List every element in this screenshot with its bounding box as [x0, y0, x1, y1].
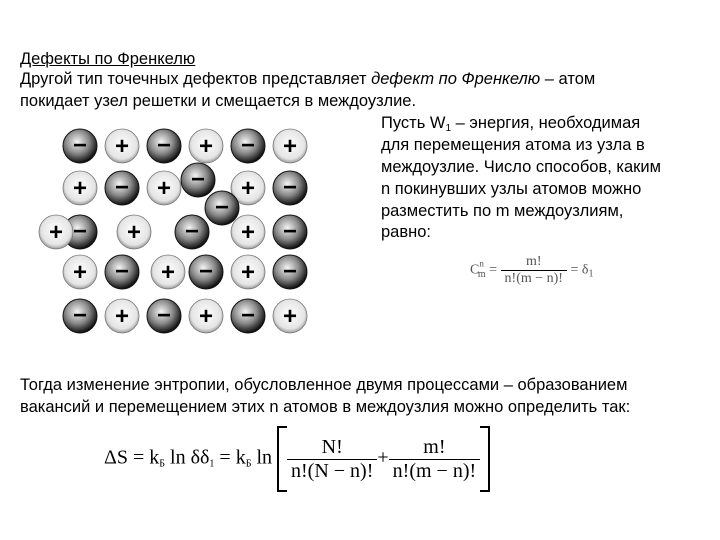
intro-line-2: покидает узел решетки и смещается в междоузлие.: [20, 92, 417, 110]
conclusion-line-1: Тогда изменение энтропии, обусловленное двумя процессами – образованием: [20, 376, 628, 394]
formula2-numerator-2: m!: [423, 435, 446, 458]
lattice-atom-r5-c1-sign: −: [72, 302, 88, 329]
formula1-sup: n: [479, 258, 484, 269]
intro-line-1: [20, 69, 595, 89]
lattice-atom-r5-c6-sign: +: [282, 303, 298, 330]
formula-combinations: [470, 254, 593, 287]
formula2-k-sub: Б: [159, 458, 166, 470]
lattice-atom-r1-c4-sign: +: [198, 133, 214, 160]
formula-entropy: [104, 426, 490, 492]
right-bracket: [480, 426, 490, 492]
lattice-atom-r2-c3-sign: +: [156, 175, 172, 202]
formula2-plus: +: [377, 446, 389, 469]
formula2-lhs: ΔS = k: [104, 446, 160, 469]
lattice-atom-r3-c5-sign: −: [282, 218, 298, 245]
side-text-b: – энергия, необходимая: [451, 114, 641, 132]
lattice-atom-r1-c2-sign: +: [114, 133, 130, 160]
formula2-denominator-1: n!(N − n)!: [287, 459, 377, 483]
side-line-5: разместить по m междоузлиям,: [381, 202, 624, 220]
lattice-atom-r4-c3-sign: +: [160, 259, 176, 286]
lattice-atom-r1-c1-sign: −: [72, 132, 88, 159]
lattice-atom-r4-c2-sign: −: [114, 258, 130, 285]
left-bracket: [277, 426, 287, 492]
formula2-fraction-1: [287, 436, 377, 483]
lattice-atom-r2-c2-sign: −: [114, 174, 130, 201]
side-line-3: междоузлие. Число способов, каким: [381, 158, 661, 176]
intro-term: дефект по Френкелю: [371, 70, 541, 88]
lattice-atom-r3-c3-sign: −: [184, 218, 200, 245]
lattice-atom-r5-c2-sign: +: [114, 303, 130, 330]
lattice-atom-r3-c4-sign: +: [240, 219, 256, 246]
formula1-denominator: n!(m − n)!: [501, 270, 567, 287]
conclusion-line-2: вакансий и перемещением этих n атомов в междоузлия можно определить так:: [20, 398, 631, 416]
lattice-atom-r3-c2-sign: +: [126, 219, 142, 246]
side-line-2: для перемещения атома из узла в: [381, 136, 645, 154]
lattice-atom-r3-c1-sign: −: [72, 218, 88, 245]
formula2-eq2: = k: [214, 446, 246, 469]
lattice-atom-r2-c5-sign: −: [282, 174, 298, 201]
frenkel-lattice-diagram: [48, 122, 316, 342]
lattice-atom-r4-c1-sign: +: [72, 259, 88, 286]
formula2-d-sub: 1: [209, 458, 215, 470]
lattice-atom-r5-c5-sign: −: [240, 302, 256, 329]
lattice-atom-r4-c4-sign: −: [198, 258, 214, 285]
lattice-atom-r1-c5-sign: −: [240, 132, 256, 159]
lattice-atom-r4-c6-sign: −: [282, 258, 298, 285]
interstitial-atom-1-sign: −: [190, 166, 206, 193]
formula1-eq: =: [489, 262, 498, 278]
lattice-atom-r2-c1-sign: +: [72, 175, 88, 202]
formula2-mid: ln δδ: [165, 446, 210, 469]
side-text-a: Пусть W: [381, 114, 446, 132]
lattice-atom-r4-c5-sign: +: [240, 259, 256, 286]
lattice-atom-r5-c3-sign: −: [156, 302, 172, 329]
formula1-numerator: m!: [525, 254, 542, 269]
lattice-atom-r5-c4-sign: +: [198, 303, 214, 330]
intro-text-a: Другой тип точечных дефектов представляет: [20, 70, 372, 88]
formula1-fraction: [501, 254, 567, 287]
slide-title: Дефекты по Френкелю: [20, 50, 196, 68]
lattice-atom-r1-c6-sign: +: [282, 133, 298, 160]
formula1-lhs: C: [470, 262, 480, 278]
side-line-4: n покинувших узлы атомов можно: [381, 180, 642, 198]
formula2-ln: ln: [251, 446, 273, 469]
formula2-fraction-2: [389, 436, 480, 483]
formula1-sub: m: [477, 268, 486, 280]
formula1-tail-sub: 1: [588, 268, 594, 280]
lattice-atom-r2-c4-sign: +: [240, 175, 256, 202]
lattice-atom-r1-c3-sign: −: [156, 132, 172, 159]
side-sub: 1: [445, 123, 452, 134]
formula2-k2-sub: Б: [245, 458, 252, 470]
intro-text-b: – атом: [540, 70, 596, 88]
formula2-numerator-1: N!: [321, 435, 343, 458]
formula2-denominator-2: n!(m − n)!: [389, 459, 480, 483]
formula1-tail: = δ: [570, 262, 589, 278]
lattice-atom-r3-c6-sign: +: [48, 219, 64, 246]
interstitial-atom-2-sign: −: [214, 194, 230, 221]
side-line-6: равно:: [381, 223, 431, 241]
